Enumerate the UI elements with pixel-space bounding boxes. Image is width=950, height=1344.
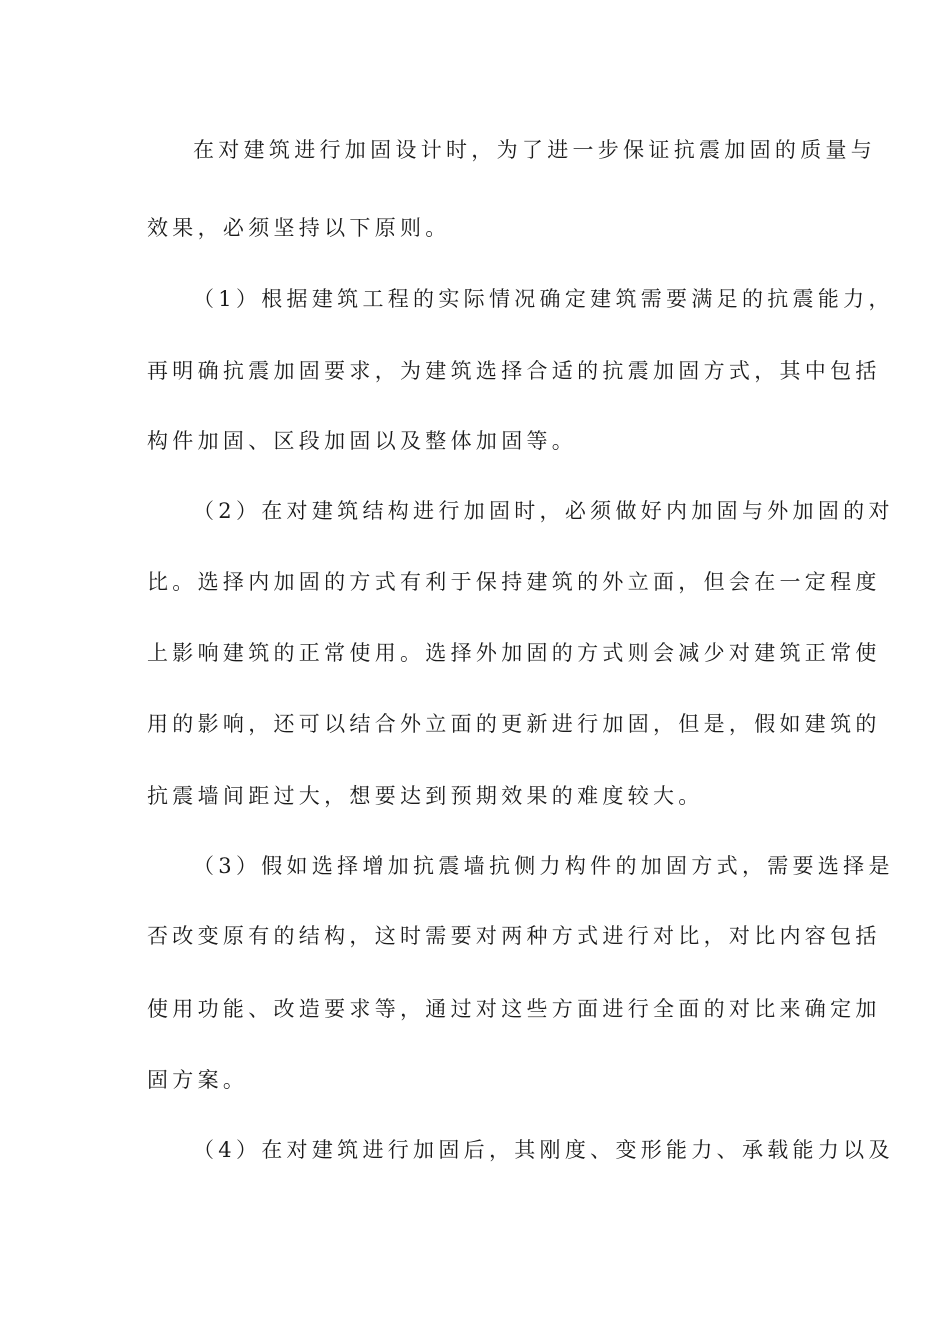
principle-3-line-3: 使用功能、改造要求等，通过对这些方面进行全面的对比来确定加 [147, 997, 881, 1021]
principle-1-line-2: 再明确抗震加固要求，为建筑选择合适的抗震加固方式，其中包括 [147, 359, 881, 383]
principle-2-line-1: （2）在对建筑结构进行加固时，必须做好内加固与外加固的对 [193, 499, 894, 523]
principle-3-line-1: （3）假如选择增加抗震墙抗侧力构件的加固方式，需要选择是 [193, 854, 894, 878]
principle-1-line-1: （1）根据建筑工程的实际情况确定建筑需要满足的抗震能力， [193, 287, 894, 311]
principle-3-line-2: 否改变原有的结构，这时需要对两种方式进行对比，对比内容包括 [147, 924, 881, 948]
paragraph-intro-line-2: 效果，必须坚持以下原则。 [147, 216, 451, 240]
principle-2-line-2: 比。选择内加固的方式有利于保持建筑的外立面，但会在一定程度 [147, 570, 881, 594]
paragraph-intro-line-1: 在对建筑进行加固设计时，为了进一步保证抗震加固的质量与 [193, 138, 877, 162]
principle-2-line-5: 抗震墙间距过大，想要达到预期效果的难度较大。 [147, 784, 704, 808]
principle-2-line-3: 上影响建筑的正常使用。选择外加固的方式则会减少对建筑正常使 [147, 641, 881, 665]
principle-1-line-3: 构件加固、区段加固以及整体加固等。 [147, 429, 578, 453]
principle-3-line-4: 固方案。 [147, 1068, 249, 1092]
principle-4-line-1: （4）在对建筑进行加固后，其刚度、变形能力、承载能力以及 [193, 1138, 894, 1162]
principle-2-line-4: 用的影响，还可以结合外立面的更新进行加固，但是，假如建筑的 [147, 712, 881, 736]
